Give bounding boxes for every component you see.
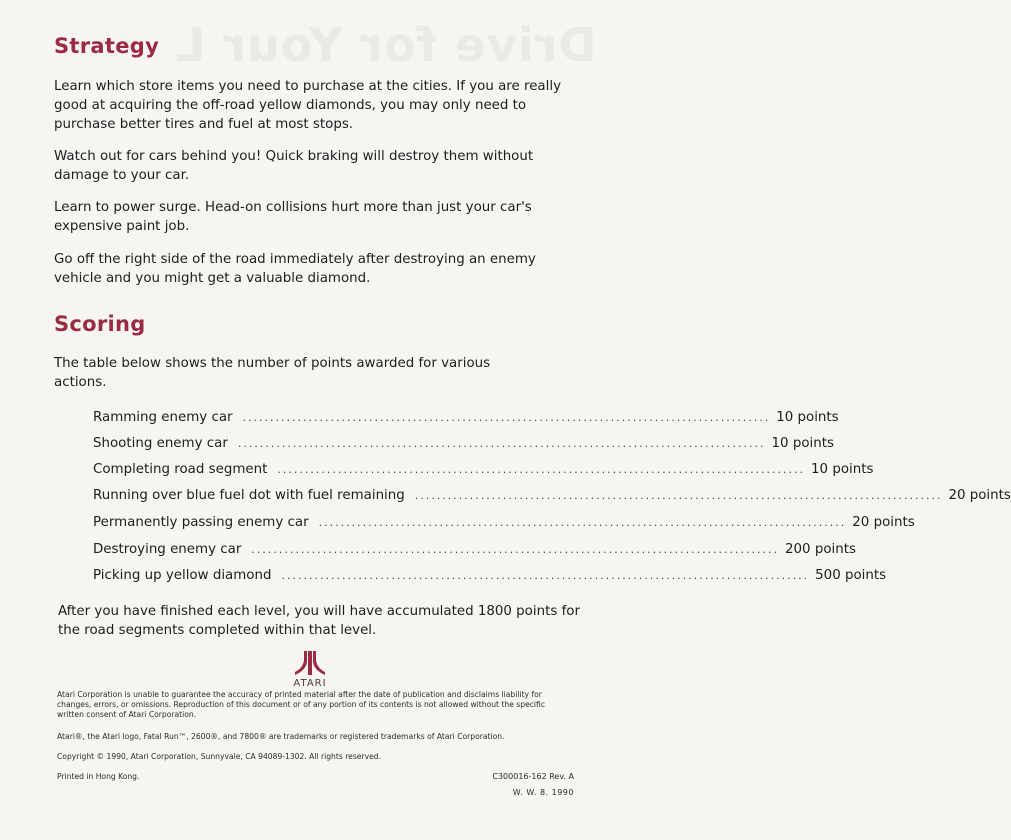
printed-in-text: Printed in Hong Kong.: [57, 772, 140, 781]
strategy-paragraph-2: Watch out for cars behind you! Quick braking will destroy them without damage to your car.: [54, 149, 534, 183]
atari-fuji-icon: [290, 650, 330, 676]
ghost-page-title: Drive for Your L: [175, 18, 597, 72]
row-points: 500 points: [815, 568, 887, 583]
copyright-text: Copyright © 1990, Atari Corporation, Sunnyvale, CA 94089-1302. All rights reserved.: [57, 752, 381, 761]
dot-leader: ................................................................................................: [242, 411, 771, 424]
dot-leader: ................................................................................................: [318, 516, 847, 529]
trademarks-text: Atari®, the Atari logo, Fatal Run™, 2600®, and 7800® are trademarks or registered trademarks of Atari Corporation.: [57, 732, 505, 741]
table-row: [93, 515, 915, 535]
row-action: Picking up yellow diamond: [93, 568, 272, 583]
row-action: Ramming enemy car: [93, 410, 233, 425]
row-points: 10 points: [811, 462, 874, 477]
row-action: Running over blue fuel dot with fuel remaining: [93, 488, 405, 503]
scoring-closing: After you have finished each level, you will have accumulated 1800 points for the road segments completed within that level.: [58, 604, 580, 638]
disclaimer-text: Atari Corporation is unable to guarantee the accuracy of printed material after the date of publication and disclaims liability for changes, errors, or omissions. Reproduction of this document or of any portion of its contents is not allowed without the specific written consent of Atari Corporation.: [57, 690, 545, 719]
table-row: [93, 462, 874, 482]
table-row: [93, 436, 834, 456]
strategy-paragraph-1: Learn which store items you need to purchase at the cities. If you are really good at acquiring the off-road yellow diamonds, you may only need to purchase better tires and fuel at most stops.: [54, 79, 561, 132]
row-points: 10 points: [776, 410, 839, 425]
row-action: Completing road segment: [93, 462, 268, 477]
strategy-paragraph-3: Learn to power surge. Head-on collisions hurt more than just your car's expensive paint job.: [54, 200, 532, 234]
strategy-heading: Strategy: [54, 34, 160, 58]
part-number: C300016-162 Rev. A: [492, 772, 574, 781]
atari-logo-word: ATARI: [293, 678, 327, 689]
dot-leader: ................................................................................................: [237, 437, 766, 450]
dot-leader: ................................................................................................: [281, 569, 810, 582]
dot-leader: ................................................................................................: [251, 543, 780, 556]
table-row: [93, 568, 887, 588]
row-points: 10 points: [771, 436, 834, 451]
table-row: [93, 542, 856, 562]
row-points: 20 points: [948, 488, 1011, 503]
row-points: 200 points: [785, 542, 856, 557]
table-row: [93, 410, 839, 430]
row-action: Shooting enemy car: [93, 436, 228, 451]
table-row: [93, 488, 1011, 508]
strategy-paragraph-4: Go off the right side of the road immediately after destroying an enemy vehicle and you might get a valuable diamond.: [54, 252, 536, 286]
dot-leader: ................................................................................................: [414, 489, 943, 502]
scoring-heading: Scoring: [54, 312, 146, 336]
row-action: Destroying enemy car: [93, 542, 242, 557]
row-action: Permanently passing enemy car: [93, 515, 309, 530]
scoring-intro: The table below shows the number of points awarded for various actions.: [54, 356, 491, 390]
atari-logo: [290, 650, 330, 689]
row-points: 20 points: [852, 515, 915, 530]
dot-leader: ................................................................................................: [277, 463, 806, 476]
print-code: W. W. 8. 1990: [512, 788, 574, 797]
